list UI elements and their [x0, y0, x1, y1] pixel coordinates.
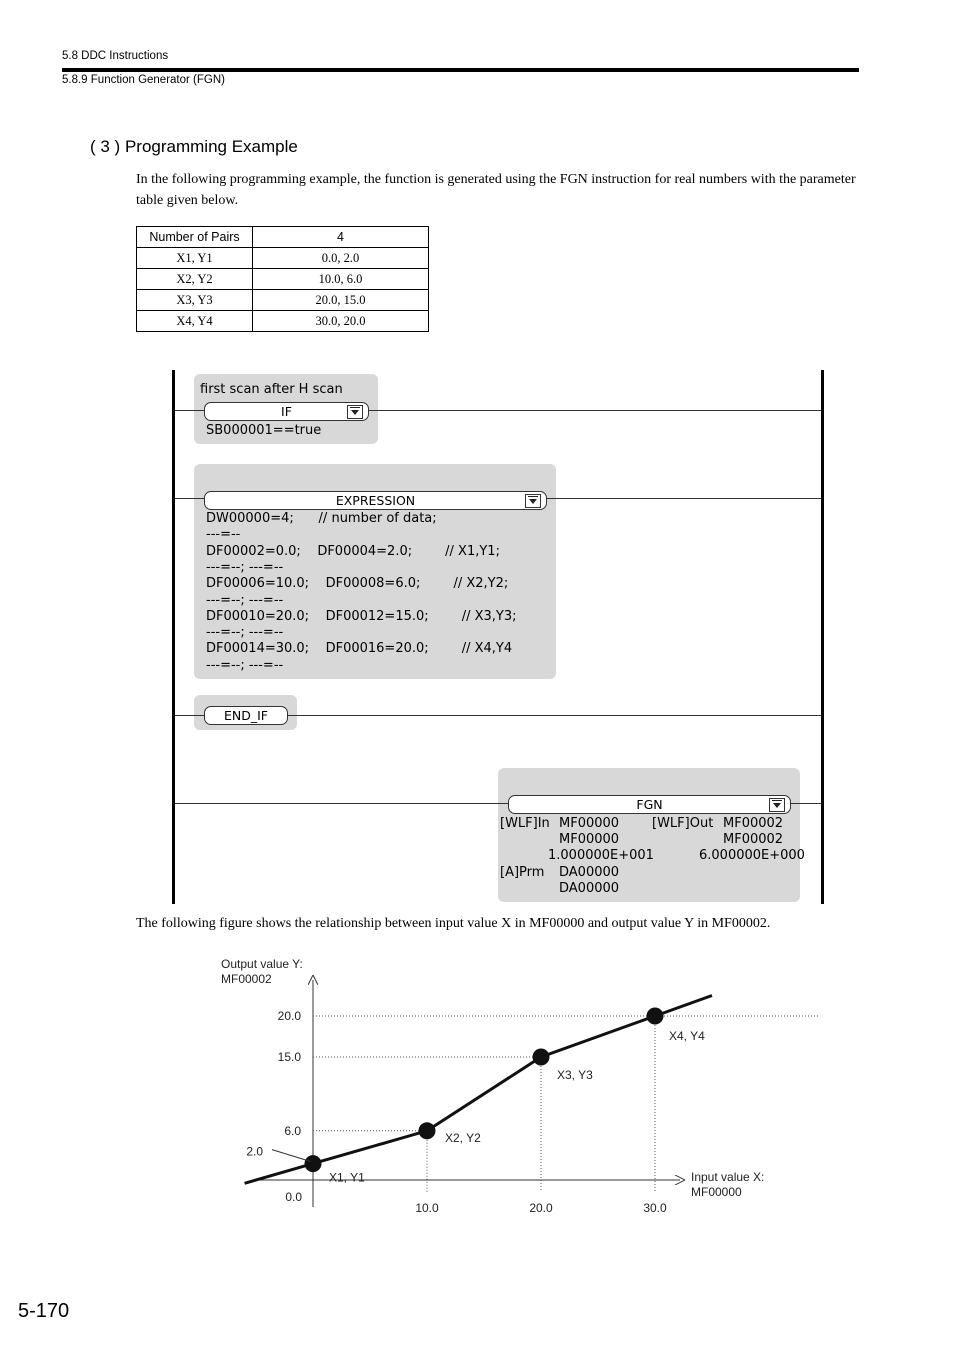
- table-cell: 30.0, 20.0: [253, 311, 429, 332]
- fgn-out-register-2: MF00002: [723, 832, 784, 847]
- fgn-label: FGN: [636, 797, 663, 812]
- data-point: [647, 1008, 664, 1025]
- fgn-out-label: [WLF]Out: [652, 816, 714, 831]
- expression-line: ---=--; ---=--: [206, 560, 284, 575]
- expression-line: DF00010=20.0; DF00012=15.0; // X3,Y3;: [206, 609, 517, 624]
- expression-line: DF00006=10.0; DF00008=6.0; // X2,Y2;: [206, 576, 509, 591]
- point-label: X1, Y1: [329, 1170, 365, 1185]
- y-tick-leader: [272, 1150, 311, 1162]
- fgn-in-register: MF00000: [559, 816, 620, 831]
- function-line: [245, 996, 712, 1184]
- table-cell: 10.0, 6.0: [253, 269, 429, 290]
- expression-label: EXPRESSION: [335, 493, 416, 508]
- intro-paragraph: In the following programming example, the function is generated using the FGN instruction for real numbers with the parameter table given below.: [136, 172, 856, 208]
- header-subsection: 5.8.9 Function Generator (FGN): [62, 74, 225, 86]
- figure-caption: The following figure shows the relationship between input value X in MF00000 and output value Y in MF00002.: [136, 916, 771, 931]
- if-label: IF: [281, 404, 292, 419]
- data-point: [305, 1155, 322, 1172]
- x-axis-title: MF00000: [691, 1185, 742, 1199]
- expression-line: ---=--; ---=--: [206, 625, 284, 640]
- fgn-prm-register-2: DA00000: [559, 881, 620, 896]
- if-condition: SB000001==true: [206, 423, 322, 438]
- expression-line: ---=--; ---=--: [206, 593, 284, 608]
- x-axis-title: Input value X:: [691, 1170, 765, 1184]
- expression-line: DF00002=0.0; DF00004=2.0; // X1,Y1;: [206, 544, 500, 559]
- fgn-in-value: 1.000000E+001: [548, 848, 654, 863]
- table-cell: X1, Y1: [137, 248, 253, 269]
- point-label: X4, Y4: [669, 1029, 705, 1043]
- x-tick-label: 20.0: [529, 1201, 553, 1215]
- table-cell: 20.0, 15.0: [253, 290, 429, 311]
- data-point: [419, 1122, 436, 1139]
- table-cell: 0.0, 2.0: [253, 248, 429, 269]
- table-header-cell: Number of Pairs: [137, 227, 253, 248]
- y-tick-label: 15.0: [277, 1050, 301, 1064]
- point-label: X2, Y2: [445, 1130, 481, 1145]
- table-cell: X3, Y3: [137, 290, 253, 311]
- fgn-in-register-2: MF00000: [559, 832, 620, 847]
- x-tick-label: 30.0: [643, 1201, 667, 1215]
- point-label: X3, Y3: [557, 1068, 593, 1082]
- fgn-in-label: [WLF]In: [500, 816, 550, 831]
- page-number: 5-170: [18, 1300, 70, 1322]
- section-title: ( 3 ) Programming Example: [90, 137, 298, 156]
- expression-line: DW00000=4; // number of data;: [206, 511, 437, 526]
- data-point: [533, 1049, 550, 1066]
- y-axis-title: Output value Y:: [221, 957, 303, 971]
- fgn-prm-register: DA00000: [559, 865, 620, 880]
- table-header-cell: 4: [253, 227, 429, 248]
- y-tick-label: 6.0: [284, 1123, 301, 1138]
- y-axis-title: MF00002: [221, 972, 272, 986]
- fgn-out-value: 6.000000E+000: [699, 848, 805, 863]
- origin-label: 0.0: [285, 1190, 302, 1204]
- table-cell: X4, Y4: [137, 311, 253, 332]
- expression-line: ---=--; ---=--: [206, 658, 284, 673]
- x-tick-label: 10.0: [415, 1201, 439, 1215]
- expression-line: DF00014=30.0; DF00016=20.0; // X4,Y4: [206, 641, 513, 656]
- y-tick-label: 20.0: [277, 1009, 301, 1023]
- if-comment: first scan after H scan: [200, 382, 343, 397]
- fgn-out-register: MF00002: [723, 816, 784, 831]
- y-tick-label: 2.0: [246, 1144, 263, 1159]
- expression-line: ---=--: [206, 527, 241, 542]
- fgn-prm-label: [A]Prm: [500, 865, 545, 880]
- end-if-label: END_IF: [223, 708, 268, 723]
- table-cell: X2, Y2: [137, 269, 253, 290]
- header-section: 5.8 DDC Instructions: [62, 50, 169, 62]
